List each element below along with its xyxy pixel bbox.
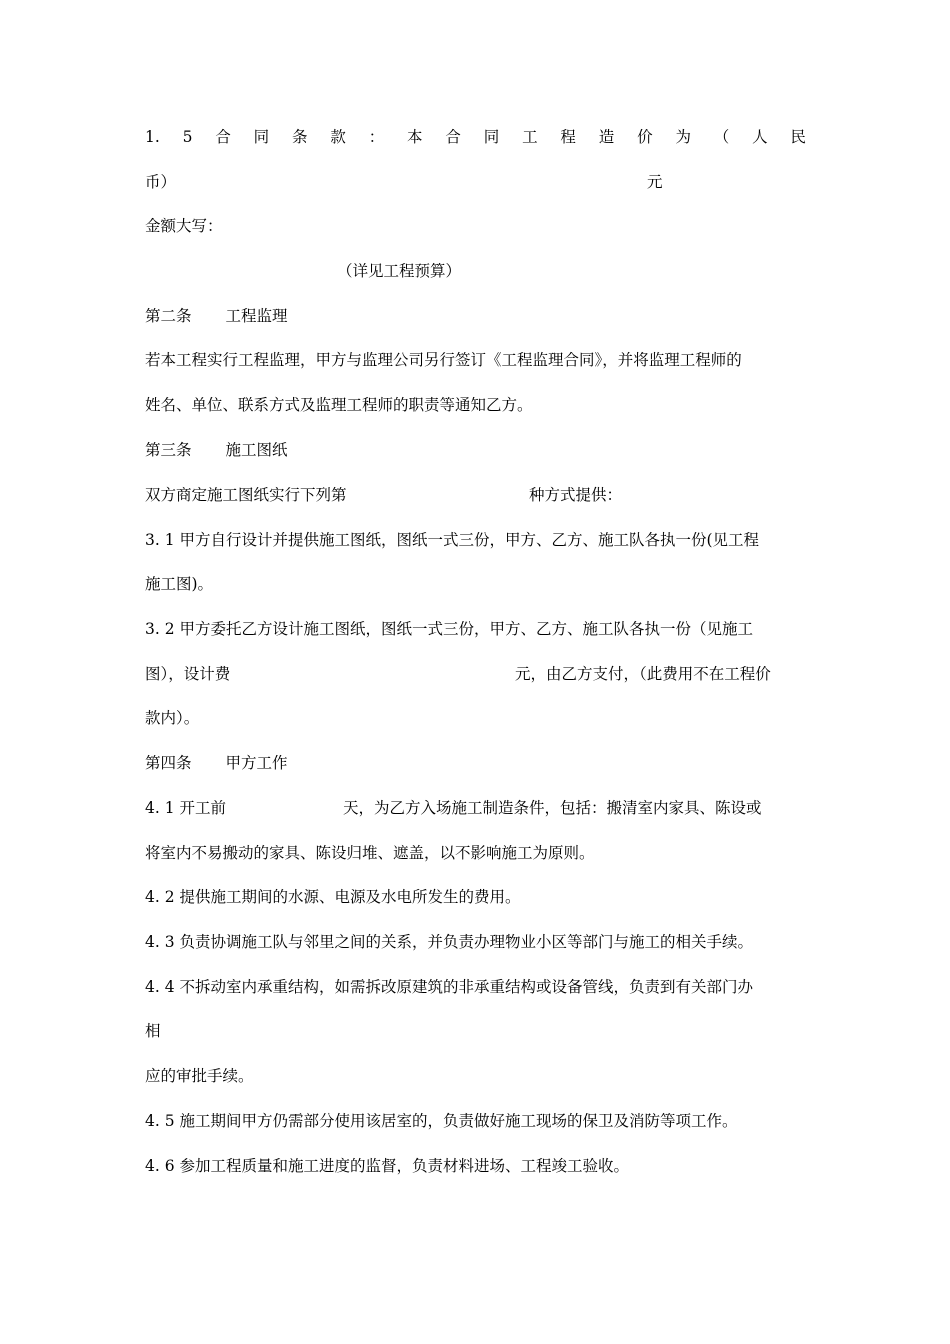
item-3-2-line2-left: 图），设计费	[145, 665, 231, 683]
article-2-title: 工程监理	[225, 307, 288, 325]
article-3-number: 第三条	[145, 441, 192, 459]
article-2-number: 第二条	[145, 307, 192, 325]
clause-1-5-char: ：	[368, 128, 385, 146]
item-4-3: 4. 3 负责协调施工队与邻里之间的关系，并负责办理物业小区等部门与施工的相关手续。	[145, 933, 754, 951]
item-4-6: 4. 6 参加工程质量和施工进度的监督，负责材料进场、工程竣工验收。	[145, 1157, 630, 1175]
clause-1-5-yuan-unit: 元	[647, 173, 663, 191]
article-4-title: 甲方工作	[225, 754, 288, 772]
item-3-2-line3: 款内）。	[145, 709, 200, 727]
clause-1-5-char: 工	[522, 128, 538, 146]
clause-1-5-char: 5	[182, 128, 193, 146]
item-4-1-left: 4. 1 开工前	[145, 799, 227, 817]
article-4-number: 第四条	[145, 754, 192, 772]
article-3-intro-right: 种方式提供：	[529, 486, 623, 504]
item-4-4-line3: 应的审批手续。	[145, 1067, 254, 1085]
clause-1-5-char: 人	[752, 128, 768, 146]
article-3-heading	[145, 440, 288, 460]
clause-1-5-char: 价	[637, 128, 653, 146]
clause-1-5-char: 条	[292, 128, 308, 146]
clause-1-5-char: 程	[560, 128, 576, 146]
item-3-1-line1: 3. 1 甲方自行设计并提供施工图纸，图纸一式三份，甲方、乙方、施工队各执一份(见工程	[145, 531, 760, 549]
clause-1-5-line1	[145, 127, 806, 147]
clause-1-5-char: 同	[483, 128, 500, 146]
article-2-para-line1: 若本工程实行工程监理，甲方与监理公司另行签订《工程监理合同》，并将监理工程师的	[145, 351, 742, 369]
clause-1-5-char: 造	[598, 128, 615, 146]
clause-1-5-char: 款	[330, 128, 346, 146]
clause-1-5-char: 同	[253, 128, 270, 146]
clause-1-5-char: 民	[790, 128, 806, 146]
article-4-heading	[145, 753, 288, 773]
clause-1-5-char: 合	[215, 128, 231, 146]
item-4-4-line2: 相	[145, 1022, 161, 1040]
clause-1-5-char: （	[713, 128, 730, 146]
amount-words-label: 金额大写：	[145, 217, 223, 235]
clause-1-5-char: 为	[675, 128, 691, 146]
clause-1-5-char: 本	[407, 128, 423, 146]
item-4-1-right: 天，为乙方入场施工制造条件，包括：搬清室内家具、陈设或	[343, 799, 762, 817]
clause-1-5-char: 1.	[145, 128, 160, 146]
budget-note: （详见工程预算）	[337, 262, 462, 280]
article-3-intro-left: 双方商定施工图纸实行下列第	[145, 486, 347, 504]
item-3-1-line2: 施工图)。	[145, 575, 214, 593]
item-4-4-line1: 4. 4 不拆动室内承重结构，如需拆改原建筑的非承重结构或设备管线，负责到有关部门办	[145, 978, 754, 996]
article-2-heading	[145, 306, 288, 326]
article-3-title: 施工图纸	[225, 441, 288, 459]
article-2-para-line2: 姓名、单位、联系方式及监理工程师的职责等通知乙方。	[145, 396, 533, 414]
item-3-2-line1: 3. 2 甲方委托乙方设计施工图纸，图纸一式三份，甲方、乙方、施工队各执一份（见施工	[145, 620, 754, 638]
clause-1-5-char: 合	[445, 128, 461, 146]
item-4-2: 4. 2 提供施工期间的水源、电源及水电所发生的费用。	[145, 888, 521, 906]
item-4-1-line2: 将室内不易搬动的家具、陈设归堆、遮盖，以不影响施工为原则。	[145, 844, 595, 862]
item-3-2-line2-right: 元，由乙方支付，（此费用不在工程价	[515, 665, 771, 683]
clause-1-5-currency-label: 币）	[145, 173, 177, 191]
item-4-5: 4. 5 施工期间甲方仍需部分使用该居室的，负责做好施工现场的保卫及消防等项工作。	[145, 1112, 738, 1130]
